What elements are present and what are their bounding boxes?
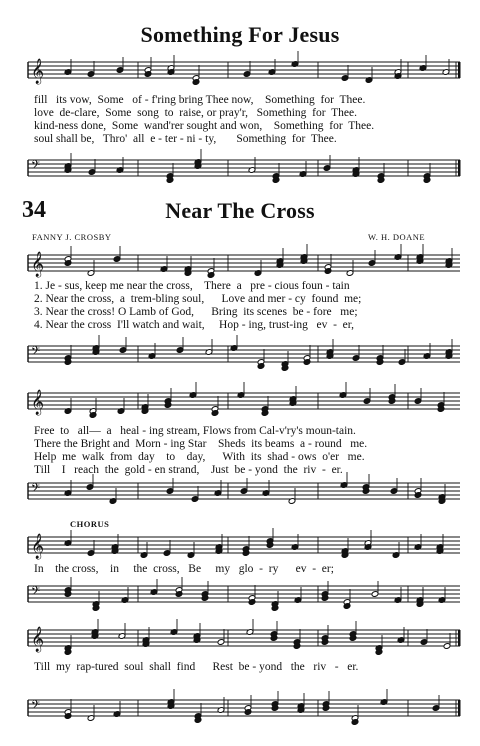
- chorus-label: CHORUS: [70, 519, 110, 529]
- hymn2-title: Near The Cross: [165, 198, 315, 223]
- chorus-system-1-treble: [28, 527, 460, 567]
- composer-credit: W. H. DOANE: [368, 232, 426, 242]
- chorus-lyrics-1: [34, 563, 454, 577]
- hymn1-lyrics: [34, 94, 454, 150]
- bass-clef-icon: 𝄢: [31, 699, 41, 715]
- treble-clef-icon: 𝄞: [31, 534, 45, 559]
- bass-clef-icon: 𝄢: [31, 585, 41, 601]
- hymn1-treble-staff: [28, 52, 460, 92]
- lyric-line: soul shall be, Thro' all e - ter - ni - ty, Something for Thee.: [34, 133, 337, 145]
- treble-clef-icon: 𝄞: [31, 252, 45, 277]
- chorus-system-2-bass: [28, 690, 460, 730]
- lyric-line: Help me walk from day to day, With its shad - ows o'er me.: [34, 451, 365, 463]
- chorus-system-2-treble: [28, 620, 460, 660]
- lyric-line: 1. Je - sus, keep me near the cross, There a pre - cious foun - tain: [34, 280, 350, 292]
- lyric-line: kind-ness done, Some wand'rer sought and won, Something for Thee.: [34, 120, 375, 132]
- hymn1-title: Something For Jesus: [140, 22, 340, 47]
- lyric-line: love de-clare, Some song to raise, or pray'r, Something for Thee.: [34, 107, 357, 119]
- lyric-line: In the cross, in the cross, Be my glo - ry ev - er;: [34, 563, 334, 575]
- lyric-line: Till my rap-tured soul shall find Rest be - yond the riv - er.: [34, 661, 359, 673]
- hymn-number: 34: [22, 197, 46, 223]
- verse-system-2-treble: [28, 383, 460, 423]
- bass-clef-icon: 𝄢: [31, 345, 41, 361]
- treble-clef-icon: 𝄞: [31, 627, 45, 652]
- lyric-line: fill its vow, Some of - f'ring bring Thee now, Something for Thee.: [34, 94, 366, 106]
- lyric-line: Till I reach the gold - en strand, Just be - yond the riv - er.: [34, 464, 343, 476]
- verse-system-1-treble: [28, 245, 460, 285]
- verse-system-2-bass: [28, 473, 460, 513]
- bass-clef-icon: 𝄢: [31, 159, 41, 175]
- lyric-line: Free to all— a heal - ing stream, Flows from Cal-v'ry's moun-tain.: [34, 425, 356, 437]
- chorus-lyrics-2: [34, 661, 454, 675]
- lyric-line: There the Bright and Morn - ing Star Sheds its beams a - round me.: [34, 438, 368, 450]
- author-credit: FANNY J. CROSBY: [32, 232, 112, 242]
- treble-clef-icon: 𝄞: [31, 390, 45, 415]
- hymn1-bass-staff: [28, 150, 460, 190]
- verse-lyrics-1: [34, 280, 454, 336]
- treble-clef-icon: 𝄞: [31, 59, 45, 84]
- bass-clef-icon: 𝄢: [31, 482, 41, 498]
- lyric-line: 4. Near the cross I'll watch and wait, Hop - ing, trust-ing ev - er,: [34, 319, 355, 331]
- lyric-line: 2. Near the cross, a trem-bling soul, Love and mer - cy found me;: [34, 293, 362, 305]
- lyric-line: 3. Near the cross! O Lamb of God, Bring its scenes be - fore me;: [34, 306, 358, 318]
- chorus-system-1-bass: [28, 576, 460, 616]
- verse-system-1-bass: [28, 336, 460, 376]
